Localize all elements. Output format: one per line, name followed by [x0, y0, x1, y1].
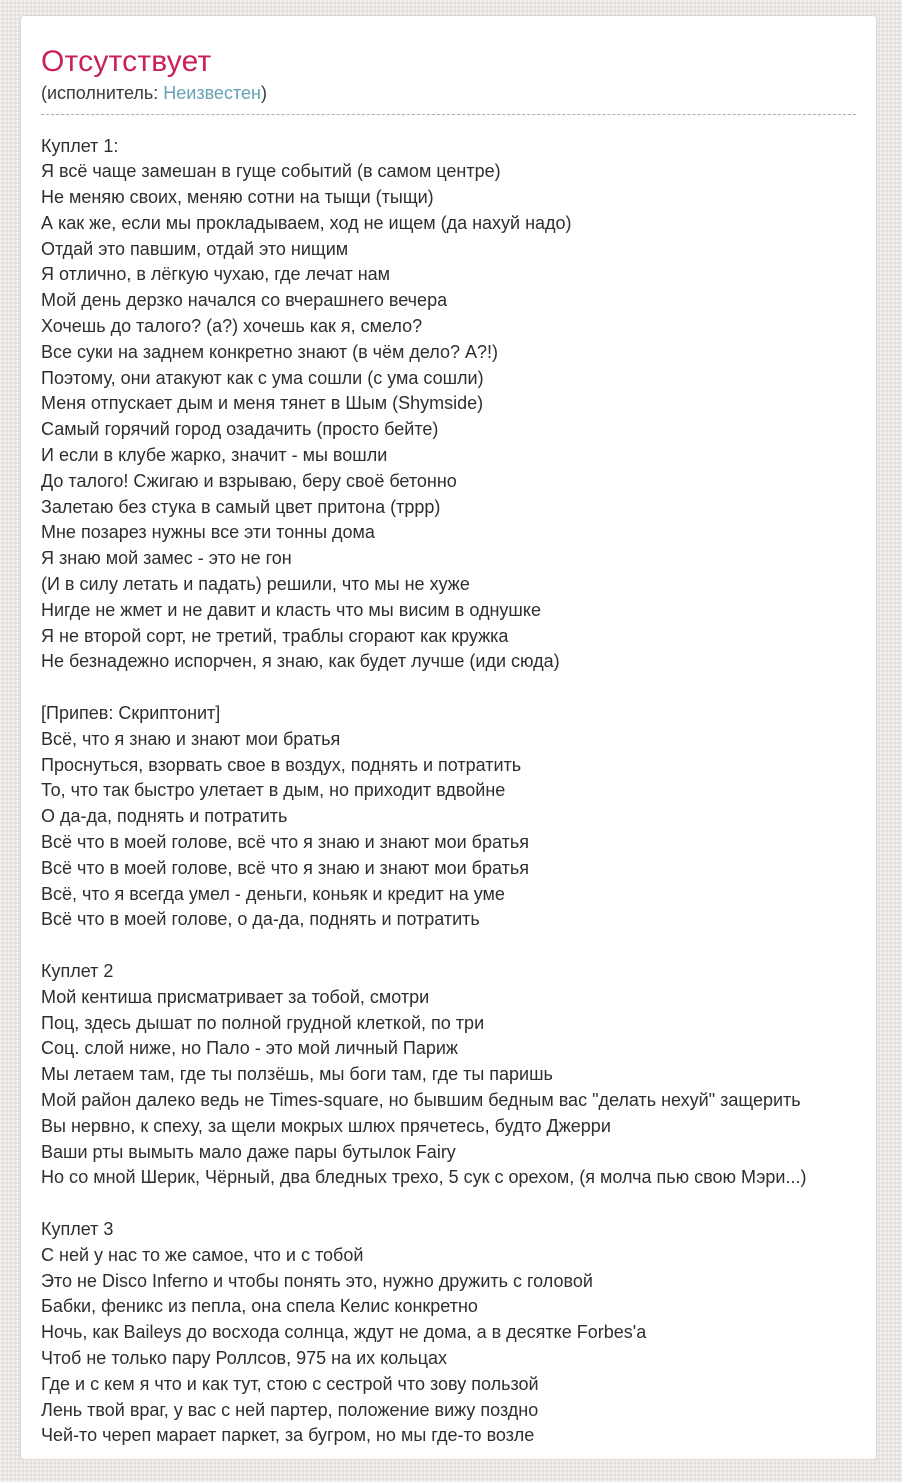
- artist-line: [41, 83, 856, 104]
- lyric-line: Нигде не жмет и не давит и класть что мы висим в однушке: [41, 599, 541, 620]
- lyric-line: Всё, что я всегда умел - деньги, коньяк и кредит на уме: [41, 883, 505, 904]
- lyric-line: Не меняю своих, меняю сотни на тыщи (тыщи): [41, 187, 434, 208]
- lyric-line: Куплет 1:: [41, 135, 119, 156]
- lyric-line: Но со мной Шерик, Чёрный, два бледных трехо, 5 сук с орехом, (я молча пью свою Мэри...): [41, 1167, 807, 1188]
- lyrics: [41, 134, 856, 1450]
- lyric-line: Всё, что я знаю и знают мои братья: [41, 728, 341, 749]
- lyric-line: То, что так быстро улетает в дым, но приходит вдвойне: [41, 780, 506, 801]
- lyric-line: Где и с кем я что и как тут, стою с сестрой что зову пользой: [41, 1373, 539, 1394]
- lyric-line: А как же, если мы прокладываем, ход не ищем (да нахуй надо): [41, 212, 572, 233]
- lyric-line: Куплет 2: [41, 961, 114, 981]
- lyric-line: Ночь, как Baileys до восхода солнца, ждут не дома, а в десятке Forbes'a: [41, 1322, 647, 1343]
- lyric-line: Не безнадежно испорчен, я знаю, как будет лучше (иди сюда): [41, 651, 560, 672]
- lyric-line: Я всё чаще замешан в гуще событий (в самом центре): [41, 161, 501, 182]
- artist-label-open: (исполнитель:: [41, 82, 164, 103]
- lyric-line: Бабки, феникс из пепла, она спела Келис конкретно: [41, 1296, 478, 1317]
- lyric-line: Вы нервно, к спеху, за щели мокрых шлюх прячетесь, будто Джерри: [41, 1115, 611, 1136]
- lyric-line: [Припев: Скриптонит]: [41, 703, 221, 724]
- lyric-line: Мы летаем там, где ты ползёшь, мы боги там, где ты паришь: [41, 1064, 553, 1085]
- lyric-line: Чей-то череп марает паркет, за бугром, но мы где-то возле: [41, 1425, 535, 1446]
- artist-label-close: ): [260, 82, 267, 103]
- lyric-line: Мой день дерзко начался со вчерашнего вечера: [41, 290, 448, 311]
- content-panel: [20, 15, 877, 1460]
- lyric-line: Залетаю без стука в самый цвет притона (тррр): [41, 496, 441, 517]
- lyric-line: До талого! Сжигаю и взрываю, беру своё бетонно: [41, 470, 457, 491]
- lyric-line: (И в силу летать и падать) решили, что мы не хуже: [41, 574, 470, 595]
- artist-link[interactable]: Неизвестен: [163, 82, 261, 103]
- lyric-line: Всё что в моей голове, о да-да, поднять и потратить: [41, 909, 480, 930]
- lyric-line: С ней у нас то же самое, что и с тобой: [41, 1244, 364, 1265]
- lyric-line: Я не второй сорт, не третий, траблы сгорают как кружка: [41, 625, 509, 646]
- lyric-line: Всё что в моей голове, всё что я знаю и знают мои братья: [41, 832, 529, 853]
- lyric-line: Мне позарез нужны все эти тонны дома: [41, 522, 375, 543]
- blank-line: [41, 1191, 856, 1217]
- lyric-line: Меня отпускает дым и меня тянет в Шым (Shymside): [41, 393, 484, 414]
- lyric-line: Поц, здесь дышат по полной грудной клеткой, по три: [41, 1012, 485, 1033]
- lyric-line: Самый горячий город озадачить (просто бейте): [41, 419, 439, 440]
- lyric-line: Хочешь до талого? (а?) хочешь как я, смело?: [41, 316, 423, 337]
- lyric-line: Мой район далеко ведь не Times-square, но бывшим бедным вас "делать нехуй" защерить: [41, 1089, 801, 1110]
- lyric-line: О да-да, поднять и потратить: [41, 806, 288, 827]
- lyric-line: Отдай это павшим, отдай это нищим: [41, 238, 349, 259]
- lyric-line: Куплет 3: [41, 1218, 114, 1239]
- lyric-line: Я знаю мой замес - это не гон: [41, 548, 292, 569]
- lyric-line: Поэтому, они атакуют как с ума сошли (с ума сошли): [41, 367, 484, 388]
- blank-line: [41, 933, 856, 959]
- lyric-line: Проснуться, взорвать свое в воздух, поднять и потратить: [41, 754, 522, 775]
- lyric-line: Лень твой враг, у вас с ней партер, положение вижу поздно: [41, 1399, 539, 1420]
- lyric-line: Ваши рты вымыть мало даже пары бутылок Fairy: [41, 1141, 456, 1162]
- lyric-line: Мой кентиша присматривает за тобой, смотри: [41, 986, 430, 1007]
- lyric-line: Соц. слой ниже, но Пало - это мой личный Париж: [41, 1038, 458, 1059]
- lyric-line: Это не Disco Inferno и чтобы понять это, нужно дружить с головой: [41, 1270, 593, 1291]
- lyric-line: Чтоб не только пару Роллсов, 975 на их кольцах: [41, 1347, 448, 1368]
- lyric-line: Всё что в моей голове, всё что я знаю и знают мои братья: [41, 857, 529, 878]
- lyric-line: И если в клубе жарко, значит - мы вошли: [41, 445, 388, 466]
- song-header: [41, 46, 856, 115]
- blank-line: [41, 675, 856, 701]
- lyric-line: Я отлично, в лёгкую чухаю, где лечат нам: [41, 264, 391, 285]
- lyric-line: Все суки на заднем конкретно знают (в чём дело? А?!): [41, 341, 499, 362]
- page-title: Отсутствует: [41, 45, 212, 78]
